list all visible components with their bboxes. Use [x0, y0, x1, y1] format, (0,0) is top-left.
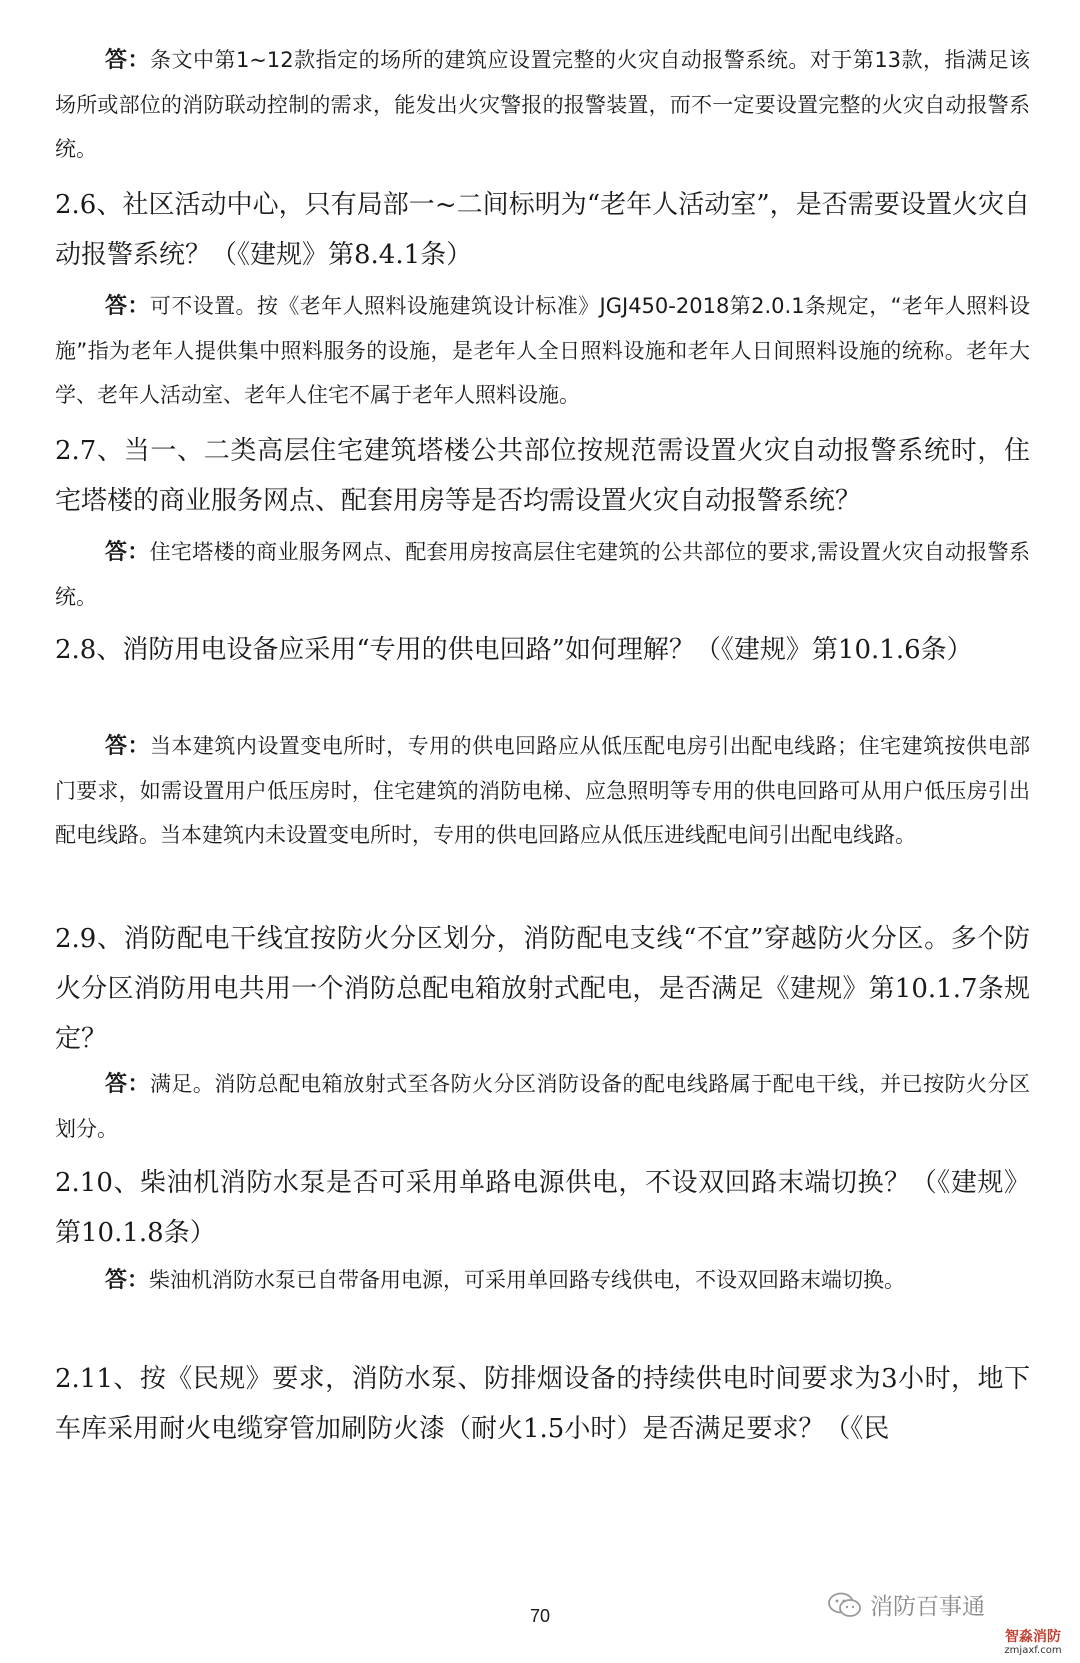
corner-logo: [992, 1629, 1074, 1657]
question-text: 2.6、社区活动中心，只有局部一~二间标明为“老年人活动室”，是否需要设置火灾自动报警系统？（《建规》第8.4.1条）: [55, 190, 1030, 270]
watermark-text: 消防百事通: [870, 1594, 985, 1620]
watermark: [828, 1588, 985, 1621]
answer-text: 柴油机消防水泵已自带备用电源，可采用单回路专线供电，不设双回路末端切换。: [149, 1268, 906, 1292]
answer-paragraph: [55, 1062, 1030, 1151]
answer-block: [55, 1062, 1030, 1151]
answer-text: 满足。消防总配电箱放射式至各防火分区消防设备的配电线路属于配电干线，并已按防火分区划分。: [55, 1072, 1030, 1141]
answer-paragraph: [55, 1258, 1030, 1303]
question-block: [55, 1158, 1030, 1258]
question-text: 2.10、柴油机消防水泵是否可采用单路电源供电，不设双回路末端切换？（《建规》第10.1.8条）: [55, 1168, 1030, 1248]
question-text: 2.7、当一、二类高层住宅建筑塔楼公共部位按规范需设置火灾自动报警系统时，住宅塔楼的商业服务网点、配套用房等是否均需设置火灾自动报警系统？: [55, 436, 1030, 516]
answer-label: 答：: [105, 734, 150, 759]
question-text: 2.9、消防配电干线宜按防火分区划分，消防配电支线“不宜”穿越防火分区。多个防火分区消防用电共用一个消防总配电箱放射式配电，是否满足《建规》第10.1.7条规定？: [55, 924, 1030, 1054]
answer-block: [55, 1258, 1030, 1303]
answer-paragraph: [55, 530, 1030, 619]
answer-label: 答：: [105, 48, 150, 73]
answer-text: 当本建筑内设置变电所时，专用的供电回路应从低压配电房引出配电线路；住宅建筑按供电部门要求，如需设置用户低压房时，住宅建筑的消防电梯、应急照明等专用的供电回路可从用户低压房引出配电线路。当本建筑内未设置变电所时，专用的供电回路应从低压进线配电间引出配电线路。: [55, 734, 1030, 847]
answer-label: 答：: [105, 294, 150, 319]
wechat-icon: [828, 1592, 862, 1618]
question-block: [55, 426, 1030, 526]
question-block: [55, 914, 1030, 1064]
answer-label: 答：: [105, 1072, 150, 1097]
logo-main-text: 智淼消防: [1005, 1629, 1061, 1645]
question-text: 2.8、消防用电设备应采用“专用的供电回路”如何理解？（《建规》第10.1.6条）: [55, 635, 973, 665]
question-block: [55, 180, 1030, 280]
answer-paragraph: [55, 284, 1030, 417]
page-number: 70: [529, 1606, 551, 1626]
answer-block: [55, 38, 1030, 171]
answer-block: [55, 724, 1030, 857]
answer-label: 答：: [105, 540, 150, 565]
logo-sub-text: zmjaxf.com: [1004, 1645, 1062, 1656]
answer-paragraph: [55, 724, 1030, 857]
question-block: [55, 625, 1030, 675]
answer-text: 可不设置。按《老年人照料设施建筑设计标准》JGJ450-2018第2.0.1条规定，“老年人照料设施”指为老年人提供集中照料服务的设施，是老年人全日照料设施和老年人日间照料设施的统称。老年大学、老年人活动室、老年人住宅不属于老年人照料设施。: [55, 294, 1030, 407]
answer-text: 条文中第1~12款指定的场所的建筑应设置完整的火灾自动报警系统。对于第13款，指满足该场所或部位的消防联动控制的需求，能发出火灾警报的报警装置，而不一定要设置完整的火灾自动报警系统。: [55, 48, 1030, 161]
answer-block: [55, 284, 1030, 417]
question-block: [55, 1354, 1030, 1454]
answer-label: 答：: [105, 1268, 150, 1293]
answer-text: 住宅塔楼的商业服务网点、配套用房按高层住宅建筑的公共部位的要求,需设置火灾自动报警系统。: [55, 540, 1030, 609]
answer-block: [55, 530, 1030, 619]
answer-paragraph: [55, 38, 1030, 171]
question-text: 2.11、按《民规》要求，消防水泵、防排烟设备的持续供电时间要求为3小时，地下车库采用耐火电缆穿管加刷防火漆（耐火1.5小时）是否满足要求？（《民: [55, 1364, 1030, 1444]
